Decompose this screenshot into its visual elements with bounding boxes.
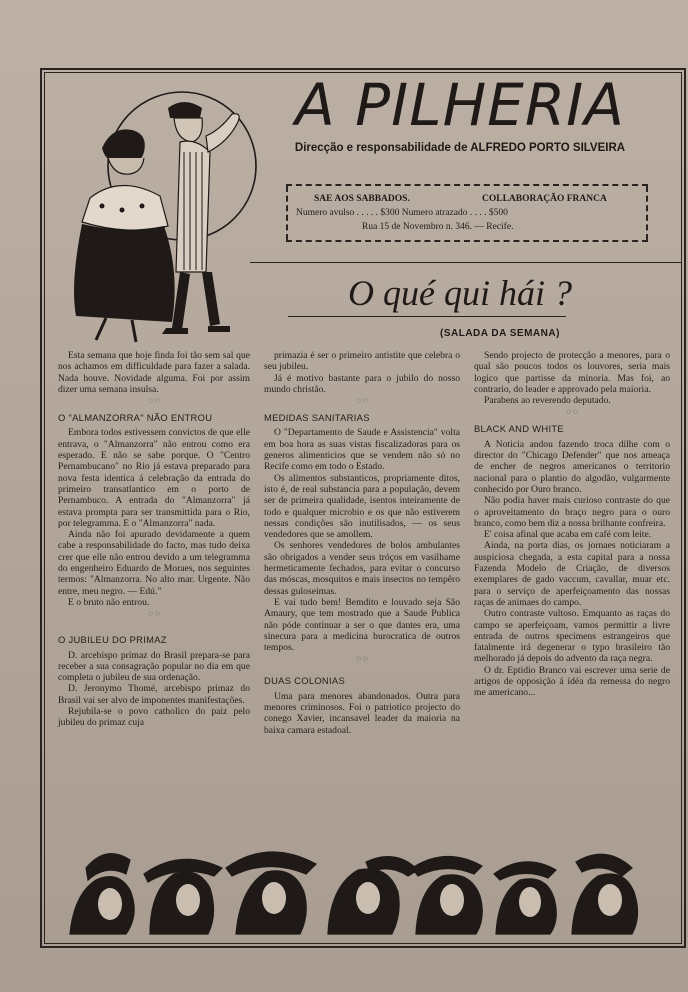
paragraph: Os senhores vendedores de bolos ambulantes são obrigados a vender seus tróços em vasilhame hermeticamente fechados, para evitar o concurso das móscas, mosquitos e mais insectos no tempêro dessas guloseimas. — [264, 540, 460, 597]
column-3 — [474, 350, 670, 699]
paragraph: Ainda não foi apurado devidamente a quem cabe a responsabilidade do facto, mas tudo deixa crer que elle não entrou devido a um telegramma do engenheiro Eduardo de Moraes, nos seguintes termos: "Almanzorra. No alto mar. Urgente. Não entre, meu negro. — Edú." — [58, 529, 250, 597]
paragraph: Parabens ao reverendo deputado. — [484, 395, 611, 407]
faces-illustration — [66, 838, 664, 938]
heading-duas-colonias: DUAS COLONIAS — [264, 675, 346, 687]
header-rule — [250, 262, 682, 263]
column-1 — [58, 350, 250, 729]
paragraph: Não podia haver mais curioso contraste do que o aproveitamento do braço negro para o ouro branco, como bem diz a nossa brilhante confreira. — [474, 495, 670, 529]
editor-credit: Direcção e responsabilidade de ALFREDO PORTO SILVEIRA — [294, 142, 626, 154]
ornament: ◌ ◌ — [566, 407, 578, 417]
paragraph: Uma para menores abandonados. Outra para menores criminosos. Foi o patriotico projecto do conego Xavier, incansavel leader da maioria na baixa camara estadoal. — [264, 690, 460, 736]
paragraph: Ainda, na porta dias, os jornaes noticiaram a auspiciosa chegada, a esta capital para a nossa Fazenda Modelo de Criação, de diversos exemplares de gado vaccum, cavallar, muar etc. para o serviço de aperfeiçoamento das nossas raças de animaes do campo. — [474, 540, 670, 608]
paragraph: O dr. Eptidio Branco vai escrever uma serie de artigos de opposição á idéa da remessa do negro me americano... — [474, 664, 670, 699]
paragraph: A Noticia andou fazendo troca dilhe com o director do "Chicago Defender" que nos ameaça de encher de negros americanos o territorio nacional para o plantio do algodão, vulgarmente conhecido por Ouro branco. — [474, 438, 670, 495]
paragraph: Sendo projecto de protecção a menores, para o qual são poucos todos os louvores, seria mais logico que partisse da minoria. Mas foi, ao contrario, do leader e approvado pela maioria. — [474, 350, 670, 395]
paragraph: Rejubila-se o povo catholico do paiz pelo jubileu do primaz cuja — [58, 706, 250, 729]
ornament: ◌ ◌ — [356, 654, 368, 664]
address: Rua 15 de Novembro n. 346. — Recife. — [362, 222, 514, 232]
paragraph: E vai tudo bem! Bemdito e louvado seja São Amaury, que tem mostrado que a Saude Publica não póde continuar a ser o que dantes era, uma sinecura para a medicina burocratica de outros tempos. — [264, 596, 460, 654]
price-list: Numero avulso . . . . . $300 Numero atrazado . . . . $500 — [296, 208, 508, 218]
ornament: ◌ ◌ — [148, 609, 160, 619]
heading-medidas-sanitarias: MEDIDAS SANITARIAS — [264, 412, 370, 424]
paragraph: Os alimentos substanticos, propriamente ditos, isto é, de real substancia para a população, devem ser de primeira qualidade, isentos inteiramente de todo e qualquer microbio e os que não estiverem nessas condições são inutilisados, — os seus vendedores que se amollem. — [264, 472, 460, 541]
heading-black-and-white: BLACK AND WHITE — [474, 423, 564, 435]
intro-paragraph: Esta semana que hoje finda foi tão sem sal que nos achamos em difficuldade para fazer a salada. Nada houve. Novidade alguma. Foi por assim dizer uma semana insulsa. — [58, 350, 250, 395]
paragraph: Outro contraste vultoso. Emquanto as raças do campo se aperfeiçoam, vamos permittir a livre entrada de outros specimens estrangeiros que fatalmente irá degenerar o typo brasileiro tão melhorado já depois do advento da raça negra. — [474, 608, 670, 665]
subscription-info-box — [286, 184, 648, 242]
newspaper-masthead: A PILHERIA — [295, 71, 625, 139]
publication-day: SAE AOS SABBADOS. — [314, 194, 410, 204]
paragraph: E' coisa afinal que acaba em café com leite. — [484, 529, 652, 541]
section-subtitle: (SALADA DA SEMANA) — [440, 328, 560, 339]
paragraph: D. Jeronymo Thomé, arcebispo primaz do Brasil vai ser alvo de imponentes manifestações. — [58, 683, 250, 706]
title-underline — [288, 316, 566, 317]
column-2 — [264, 350, 460, 736]
paragraph: D. arcebispo primaz do Brasil prepara-se para receber a sua consagração popular no dia em que completa o jubileu de sua ordenação. — [58, 649, 250, 684]
collaboration-note: COLLABORAÇÃO FRANCA — [482, 194, 607, 204]
heading-jubileu: O JUBILEU DO PRIMAZ — [58, 634, 167, 646]
heading-almanzorra: O "ALMANZORRA" NÃO ENTROU — [58, 412, 213, 424]
paragraph: E o bruto não entrou. — [68, 596, 150, 608]
paragraph: Embora todos estivessem convictos de que elle entrava, o "Almanzorra" não entrou como era esperado. E não se sabe porque. O "Centro Pernambucano" no Rio já estava preparado para nova festa identica á celebração da entrada do primeiro transatlantico em o porto de Pernambuco. A entrada do "Almanzorra" já estava prompta para ser transmittida para o Rio, por telegramma. E o "Almanzorra" nada. — [58, 427, 250, 529]
ornament: ◌ ◌ — [356, 396, 368, 406]
paragraph: Já é motivo bastante para o jubilo do nosso mundo christão. — [264, 372, 460, 395]
section-title: O qué qui hái ? — [348, 273, 572, 313]
cartoon-illustration — [62, 88, 258, 350]
paragraph: primazia é ser o primeiro antistite que celebra o seu jubileu. — [264, 350, 460, 373]
ornament: ◌ ◌ — [148, 396, 160, 406]
paragraph: O "Departamento de Saude e Assistencia" volta em boa hora as suas vistas fiscalizadoras para os generos alimenticios que se vendem não só no Recife como em todo o Estado. — [264, 427, 460, 473]
